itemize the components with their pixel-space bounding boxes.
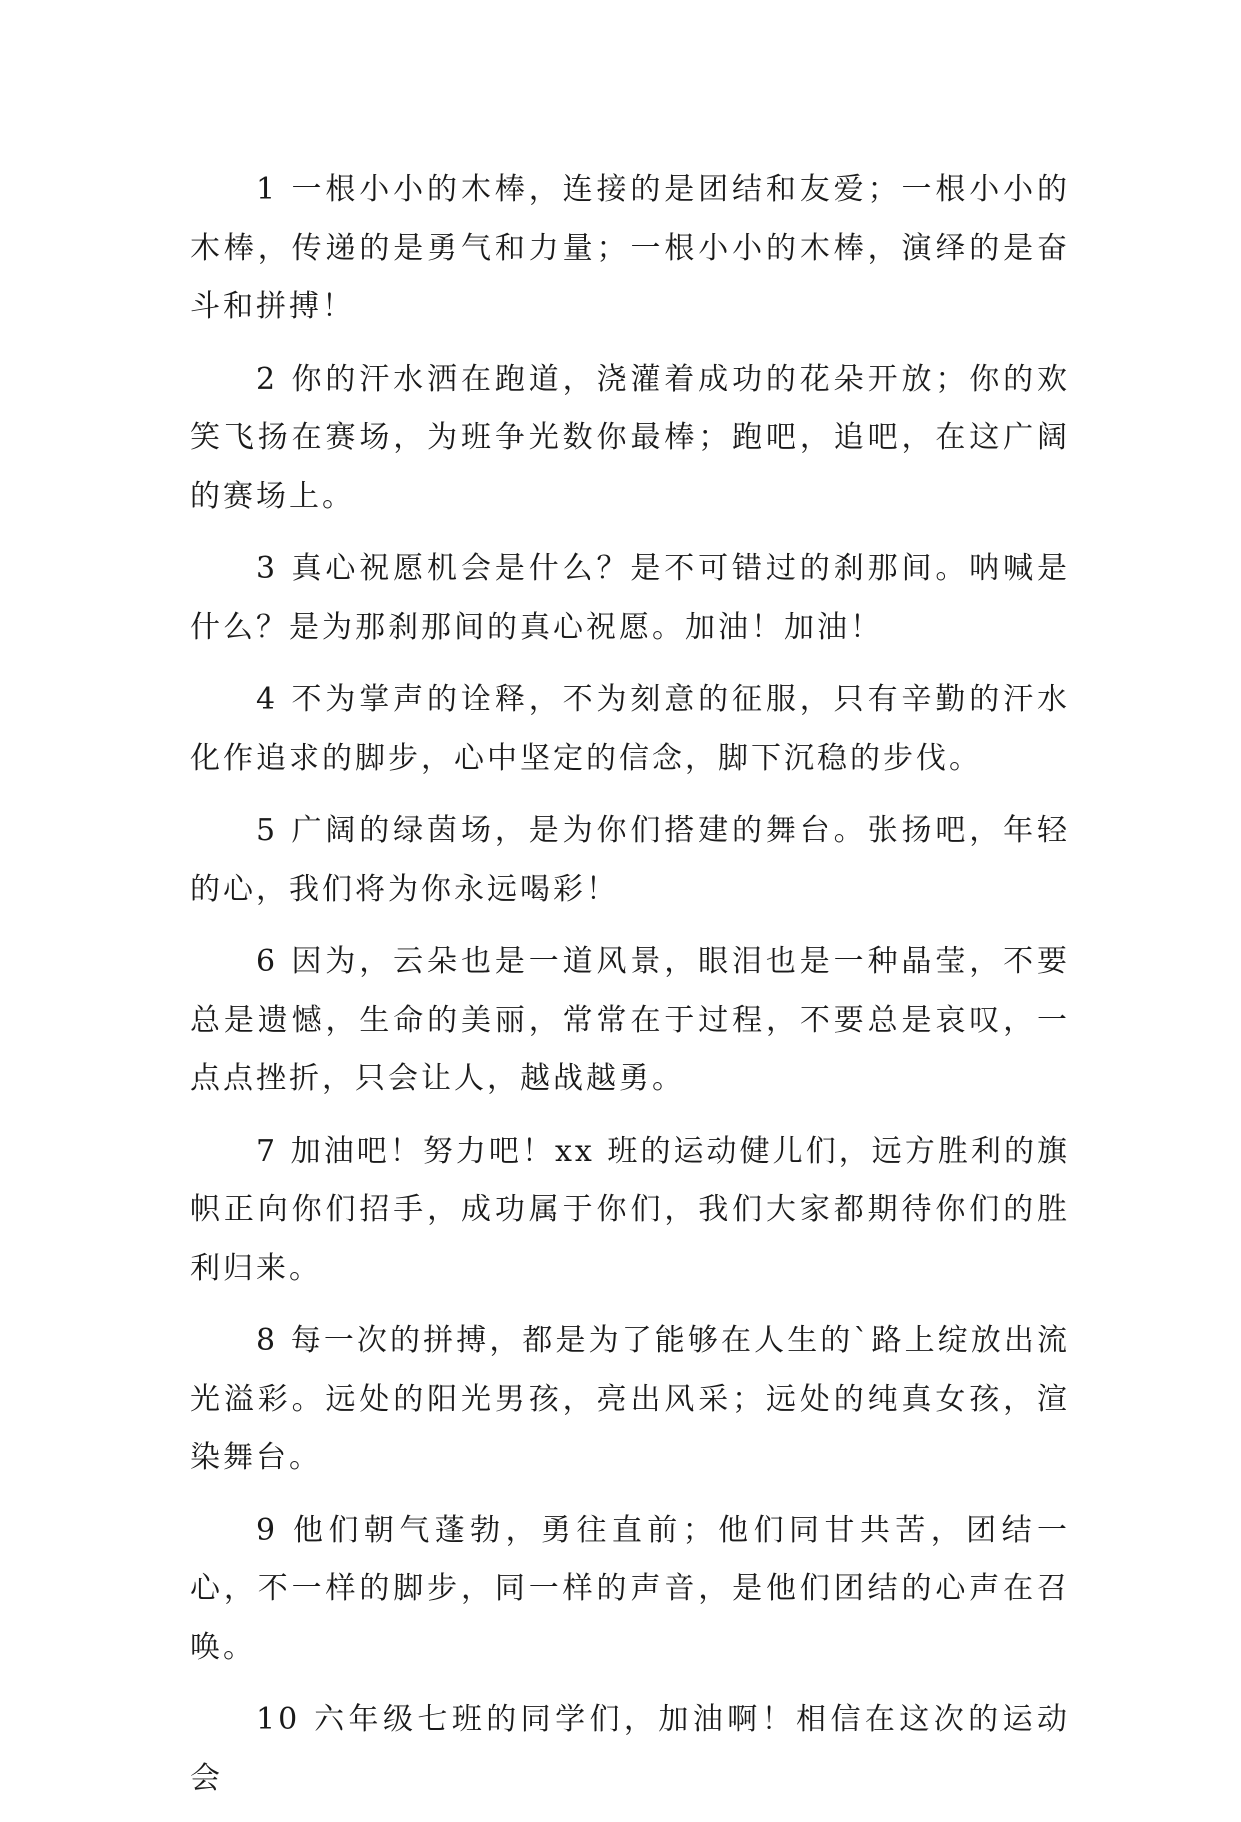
paragraph-7: 7 加油吧！努力吧！xx 班的运动健儿们，远方胜利的旗帜正向你们招手，成功属于你们，我们大家都期待你们的胜利归来。 xyxy=(190,1133,1070,1286)
paragraph-3: 3 真心祝愿机会是什么？是不可错过的刹那间。呐喊是什么？是为那刹那间的真心祝愿。加油！加油！ xyxy=(190,551,1070,645)
document-body xyxy=(190,161,1070,1822)
paragraph-2: 2 你的汗水洒在跑道，浇灌着成功的花朵开放；你的欢笑飞扬在赛场，为班争光数你最棒；跑吧，追吧，在这广阔的赛场上。 xyxy=(190,361,1070,514)
paragraph-4: 4 不为掌声的诠释，不为刻意的征服，只有辛勤的汗水化作追求的脚步，心中坚定的信念，脚下沉稳的步伐。 xyxy=(190,682,1070,776)
paragraph-9: 9 他们朝气蓬勃，勇往直前；他们同甘共苦，团结一心，不一样的脚步，同一样的声音，是他们团结的心声在召唤。 xyxy=(190,1512,1070,1665)
paragraph-5: 5 广阔的绿茵场，是为你们搭建的舞台。张扬吧，年轻的心，我们将为你永远喝彩！ xyxy=(190,813,1070,907)
paragraph-1: 1 一根小小的木棒，连接的是团结和友爱；一根小小的木棒，传递的是勇气和力量；一根小小的木棒，演绎的是奋斗和拼搏！ xyxy=(190,172,1070,324)
paragraph-8: 8 每一次的拼搏，都是为了能够在人生的`路上绽放出流光溢彩。远处的阳光男孩，亮出风采；远处的纯真女孩，渲染舞台。 xyxy=(190,1323,1070,1475)
paragraph-10: 10 六年级七班的同学们，加油啊！相信在这次的运动会 xyxy=(190,1702,1070,1796)
paragraph-6: 6 因为，云朵也是一道风景，眼泪也是一种晶莹，不要总是遗憾，生命的美丽，常常在于过程，不要总是哀叹，一点点挫折，只会让人，越战越勇。 xyxy=(190,944,1070,1096)
